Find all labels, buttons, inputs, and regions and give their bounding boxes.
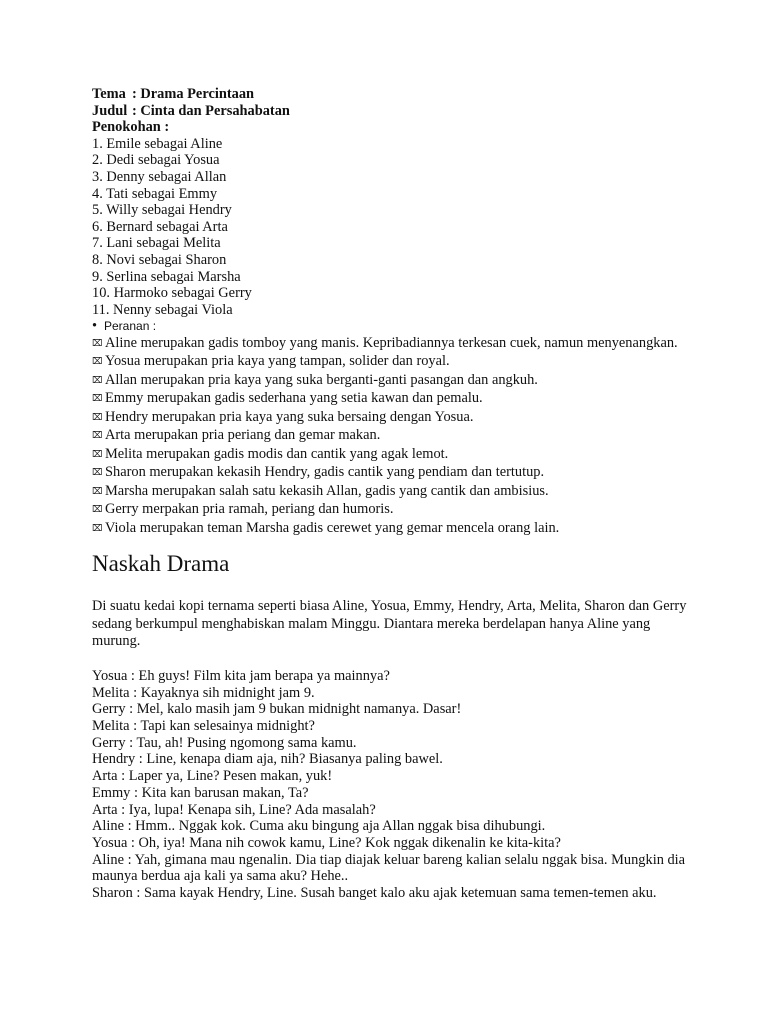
checkbox-glyph-icon: ⌧ [92, 394, 103, 405]
role-item [92, 483, 692, 502]
cast-item: 1. Emile sebagai Aline [92, 135, 223, 152]
checkbox-glyph-icon: ⌧ [92, 449, 103, 460]
judul-line [92, 103, 692, 120]
tema-label: Tema [92, 86, 126, 102]
role-text: Viola merupakan teman Marsha gadis cerewet yang gemar mencela orang lain. [105, 519, 560, 536]
role-text: Allan merupakan pria kaya yang suka berganti-ganti pasangan dan angkuh. [105, 371, 538, 388]
cast-item: 10. Harmoko sebagai Gerry [92, 285, 252, 302]
judul-value: : Cinta dan Persahabatan [132, 102, 290, 119]
dialogue-line: Emmy : Kita kan barusan makan, Ta? [92, 784, 309, 801]
checkbox-glyph-icon: ⌧ [92, 431, 103, 442]
dialogue-line: Arta : Laper ya, Line? Pesen makan, yuk! [92, 768, 333, 785]
checkbox-glyph-icon: ⌧ [92, 486, 103, 497]
role-item [92, 409, 692, 428]
role-item [92, 501, 692, 520]
role-text: Aline merupakan gadis tomboy yang manis. Kepribadiannya terkesan cuek, namun menyenangkan. [105, 334, 678, 351]
checkbox-glyph-icon: ⌧ [92, 523, 103, 534]
role-item [92, 520, 692, 539]
peranan-list [92, 335, 692, 539]
role-item [92, 390, 692, 409]
checkbox-glyph-icon: ⌧ [92, 375, 103, 386]
dialogue-line: Gerry : Mel, kalo masih jam 9 bukan midnight namanya. Dasar! [92, 701, 462, 718]
judul-label: Judul [92, 102, 128, 119]
dialogue-line: Yosua : Eh guys! Film kita jam berapa ya mainnya? [92, 667, 390, 684]
tema-line [92, 86, 692, 103]
naskah-heading: Naskah Drama [92, 551, 230, 577]
intro-paragraph: Di suatu kedai kopi ternama seperti biasa Aline, Yosua, Emmy, Hendry, Arta, Melita, Sharon dan Gerry sedang berkumpul menghabiskan malam Minggu. Diantara mereka berdelapan hanya Aline yang murung. [92, 598, 687, 650]
cast-item: 2. Dedi sebagai Yosua [92, 152, 220, 169]
role-text: Arta merupakan pria periang dan gemar makan. [105, 427, 381, 444]
checkbox-glyph-icon: ⌧ [92, 468, 103, 479]
role-text: Gerry merpakan pria ramah, periang dan humoris. [105, 501, 394, 518]
dialogue-line: Sharon : Sama kayak Hendry, Line. Susah banget kalo aku ajak ketemuan sama temen-temen aku. [92, 885, 657, 902]
checkbox-glyph-icon: ⌧ [92, 505, 103, 516]
dialogue-line: Melita : Kayaknya sih midnight jam 9. [92, 684, 315, 701]
role-item [92, 372, 692, 391]
cast-item: 6. Bernard sebagai Arta [92, 218, 228, 235]
dialogue-line: Gerry : Tau, ah! Pusing ngomong sama kamu. [92, 734, 357, 751]
document-page [92, 86, 692, 902]
dialogue-line: Arta : Iya, lupa! Kenapa sih, Line? Ada masalah? [92, 801, 376, 818]
role-item [92, 464, 692, 483]
dialogue-line: Hendry : Line, kenapa diam aja, nih? Biasanya paling bawel. [92, 751, 443, 768]
penokohan-heading: Penokohan : [92, 119, 170, 136]
cast-item: 3. Denny sebagai Allan [92, 168, 227, 185]
role-item [92, 335, 692, 354]
bullet-icon: • [92, 318, 98, 335]
checkbox-glyph-icon: ⌧ [92, 338, 103, 349]
cast-item: 8. Novi sebagai Sharon [92, 251, 227, 268]
peranan-heading [92, 318, 692, 335]
dialogue-list [92, 668, 692, 902]
dialogue-line: Aline : Yah, gimana mau ngenalin. Dia tiap diajak keluar bareng kalian selalu nggak bisa. Mungkin dia maunya berdua aja kali ya sama aku? Hehe.. [92, 851, 686, 885]
role-item [92, 427, 692, 446]
role-item [92, 446, 692, 465]
peranan-label: Peranan : [104, 319, 157, 334]
role-text: Melita merupakan gadis modis dan cantik yang agak lemot. [105, 445, 449, 462]
cast-item: 5. Willy sebagai Hendry [92, 202, 232, 219]
role-text: Emmy merupakan gadis sederhana yang setia kawan dan pemalu. [105, 390, 483, 407]
cast-item: 7. Lani sebagai Melita [92, 235, 221, 252]
cast-item: 9. Serlina sebagai Marsha [92, 268, 241, 285]
tema-value: : Drama Percintaan [132, 86, 255, 102]
role-text: Marsha merupakan salah satu kekasih Allan, gadis yang cantik dan ambisius. [105, 482, 549, 499]
cast-item: 4. Tati sebagai Emmy [92, 185, 218, 202]
dialogue-line: Melita : Tapi kan selesainya midnight? [92, 718, 315, 735]
dialogue-line: Aline : Hmm.. Nggak kok. Cuma aku bingung aja Allan nggak bisa dihubungi. [92, 818, 546, 835]
cast-item: 11. Nenny sebagai Viola [92, 301, 233, 318]
role-text: Hendry merupakan pria kaya yang suka bersaing dengan Yosua. [105, 408, 474, 425]
checkbox-glyph-icon: ⌧ [92, 357, 103, 368]
cast-list [92, 136, 692, 319]
checkbox-glyph-icon: ⌧ [92, 412, 103, 423]
role-item [92, 353, 692, 372]
dialogue-line: Yosua : Oh, iya! Mana nih cowok kamu, Line? Kok nggak dikenalin ke kita-kita? [92, 834, 561, 851]
role-text: Yosua merupakan pria kaya yang tampan, solider dan royal. [105, 353, 450, 370]
role-text: Sharon merupakan kekasih Hendry, gadis cantik yang pendiam dan tertutup. [105, 464, 545, 481]
